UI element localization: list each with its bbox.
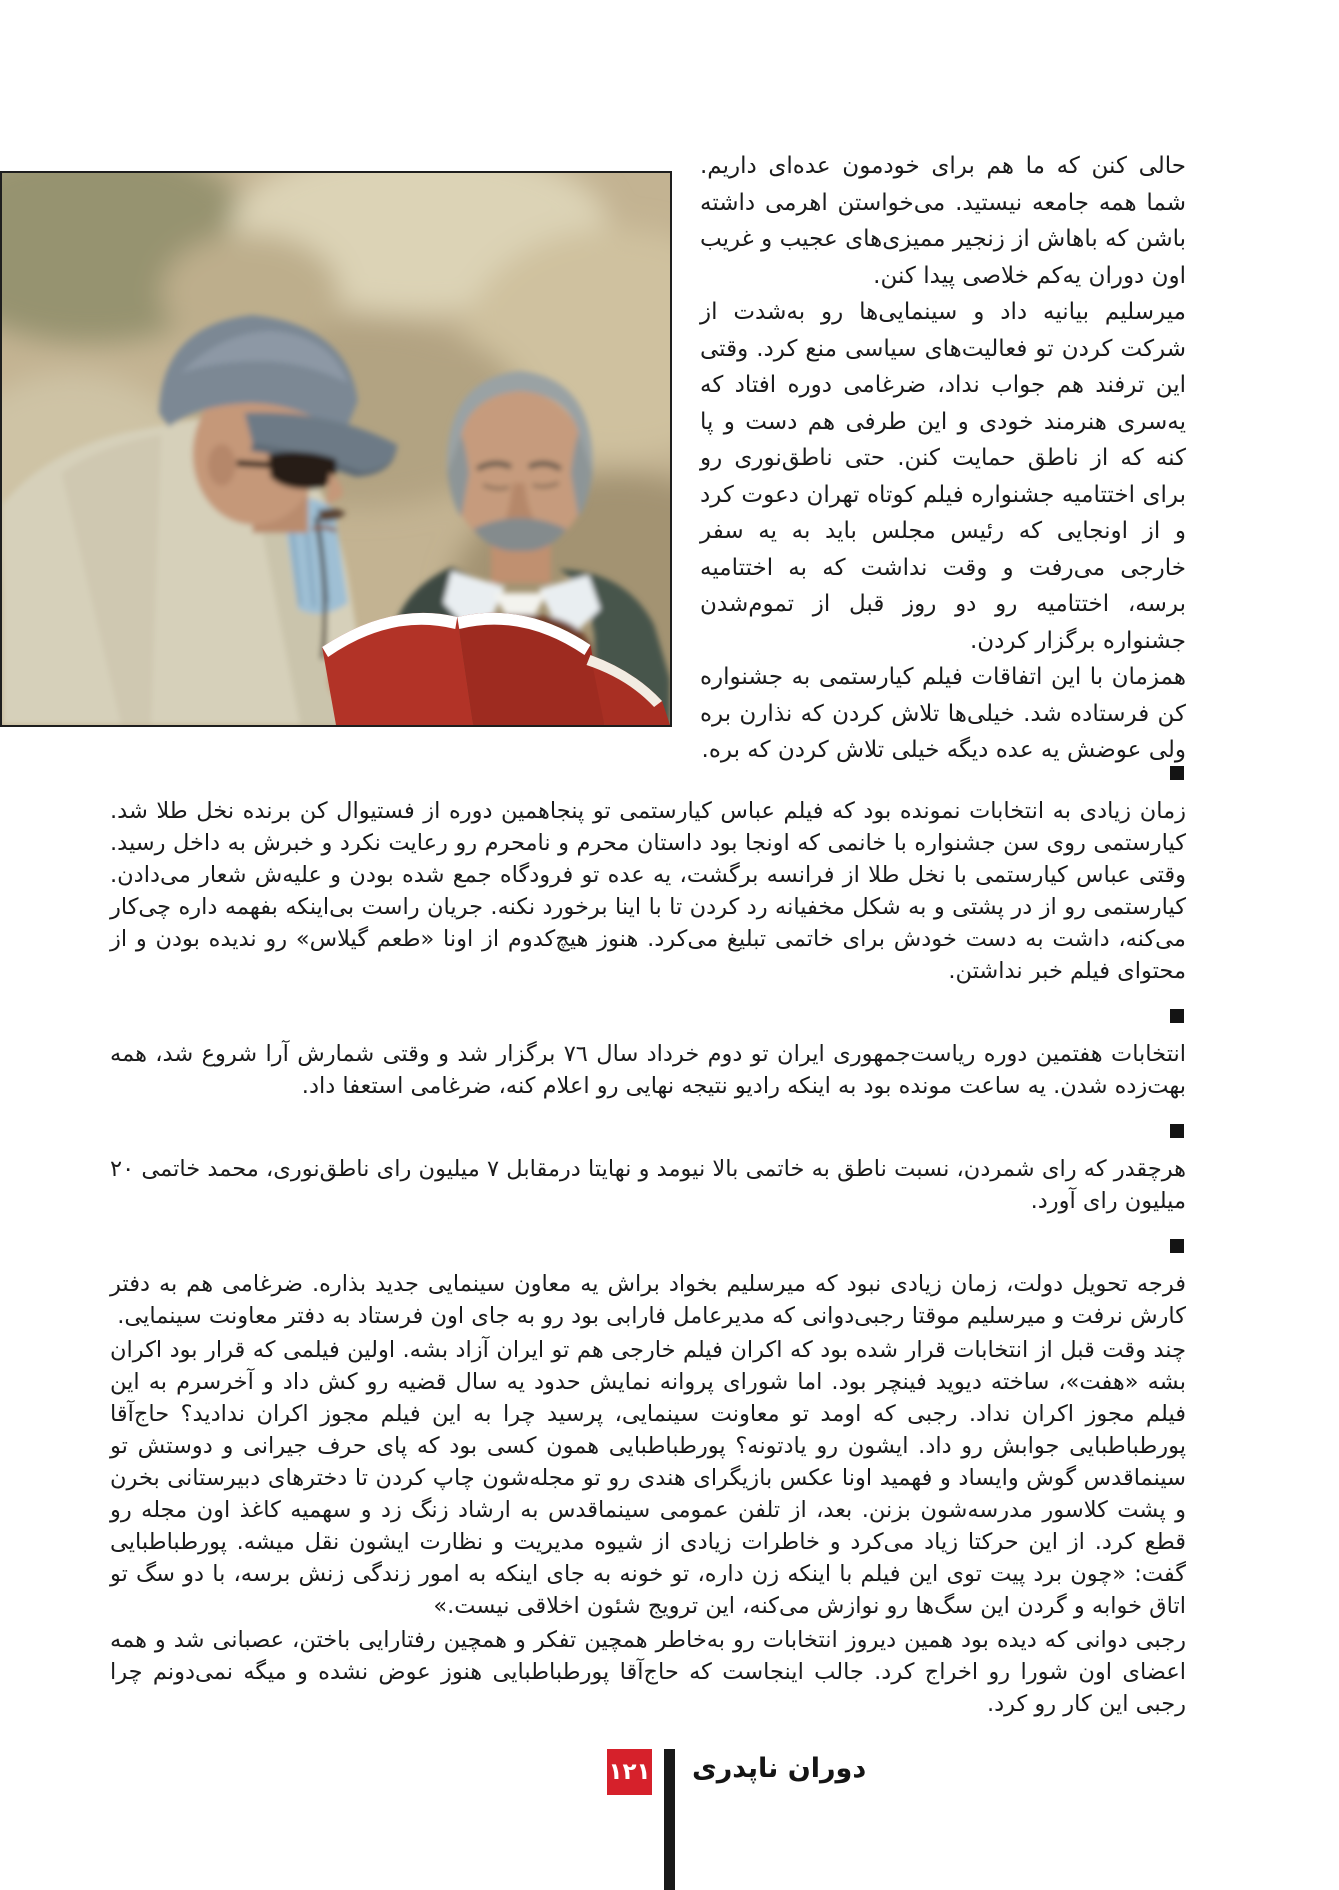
production-photo (0, 171, 672, 727)
square-bullet-icon (1170, 766, 1184, 780)
body-paragraph: فرجه تحویل دولت، زمان زیادی نبود که میرسلیم بخواد براش یه معاون سینمایی جدید بذاره. ضرغامی هم به دفتر کارش نرفت و میرسلیم موقتا رجبی‌دوانی که مدیرعامل فارابی بود رو به جای اون فرستاد به دفتر معاونت سینمایی. (110, 1271, 1186, 1329)
section-bullet-row (110, 1124, 1184, 1139)
footer-rule (664, 1749, 675, 1890)
body-paragraph: هرچقدر که رای شمردن، نسبت ناطق به خاتمی بالا نیومد و نهایتا درمقابل ٧ میلیون رای ناطق‌نوری، محمد خاتمی ٢٠ میلیون رای آورد. (110, 1156, 1187, 1214)
body-paragraph: زمان زیادی به انتخابات نمونده بود که فیلم عباس کیارستمی تو پنجاهمین دوره از فستیوال کن برنده نخل طلا شد. کیارستمی روی سن جشنواره با خانمی که اونجا بود داستان محرم و نامحرم رو رعایت نکرد و خبرش به داخل رسید. وقتی عباس کیارستمی با نخل طلا از فرانسه برگشت، یه عده تو فرودگاه جمع شده بودن و علیه‌ش شعار می‌دادن. کیارستمی رو از در پشتی و به شکل مخفیانه رد کردن تا با اینا برخورد نکنه. جریان راست بی‌اینکه بفهمه داره چی‌کار می‌کنه، داشت به دست خودش برای خاتمی تبلیغ می‌کرد. هنوز هیچ‌کدوم از اونا «طعم گیلاس» رو ندیده بودن و از محتوای فیلم خبر نداشتن. (110, 798, 1186, 984)
section-bullet-row (110, 766, 1184, 781)
intro-paragraph: میرسلیم بیانیه داد و سینمایی‌ها رو به‌شدت از شرکت کردن تو فعالیت‌های سیاسی منع کرد. وقتی این ترفند هم جواب نداد، ضرغامی دوره افتاد که یه‌سری هنرمند خودی و این طرفی هم دست و پا کنه که از ناطق حمایت کنن. حتی ناطق‌نوری رو برای اختتامیه جشنواره فیلم کوتاه تهران دعوت کرد و از اونجایی که رئیس مجلس باید به یه سفر خارجی می‌رفت و وقت نداشت که به اختتامیه برسه، اختتامیه رو دو روز قبل از تموم‌شدن جشنواره برگزار کردن. (700, 299, 1186, 654)
footer-chapter-title: دوران ناپدری (692, 1753, 867, 1784)
square-bullet-icon (1170, 1239, 1184, 1253)
square-bullet-icon (1170, 1124, 1184, 1138)
body-paragraph: چند وقت قبل از انتخابات قرار شده بود که اکران فیلم خارجی هم تو ایران آزاد بشه. اولین فیلمی که قرار بود اکران بشه «هفت»، ساخته دیوید فینچر بود. اما شورای پروانه نمایش حدود یه سال قضیه رو کش داد و آخرسرم به این فیلم مجوز اکران نداد. رجبی که اومد تو معاونت سینمایی، پرسید چرا به این فیلم مجوز اکران ندادید؟ حاج‌آقا پورطباطبایی جوابش رو داد. ایشون رو یادتونه؟ پورطباطبایی همون کسی بود که پای حرف جیرانی و دوستش تو سینماقدس گوش وایساد و فهمید اونا عکس بازیگرای هندی رو تو مجله‌شون چاپ کردن تا دخترهای دبیرستانی بخرن و پشت کلاسور مدرسه‌شون بزنن. بعد، از تلفن عمومی سینماقدس به ارشاد زنگ زد و سهمیه کاغذ اون مجله رو قطع کرد. از این حرکتا زیاد می‌کرد و خاطرات زیادی از شیوه مدیریت و نظارت ایشون نقل میشه. پورطباطبایی گفت: «چون برد پیت توی این فیلم با اینکه زن داره، تو خونه به جای اینکه به امور زندگی زنش برسه، با دو سگ تو اتاق خوابه و گردن این سگ‌ها رو نوازش می‌کنه، این ترویج شئون اخلاقی نیست.» (110, 1337, 1186, 1619)
body-paragraph: رجبی دوانی که دیده بود همین دیروز انتخابات رو به‌خاطر همچین تفکر و همچین رفتارایی باختن، عصبانی شد و همه اعضای اون شورا رو اخراج کرد. جالب اینجاست که حاج‌آقا پورطباطبایی هنوز عوض نشده و میگه نمی‌دونم چرا رجبی این کار رو کرد. (110, 1627, 1186, 1717)
photo-illustration (2, 173, 670, 725)
square-bullet-icon (1170, 1009, 1184, 1023)
page-number: ۱۲۱ (608, 1759, 651, 1785)
intro-column (700, 148, 1186, 769)
page-number-badge (607, 1749, 652, 1795)
body-text (110, 750, 1186, 1722)
body-paragraph: انتخابات هفتمین دوره ریاست‌جمهوری ایران تو دوم خرداد سال ٧٦ برگزار شد و وقتی شمارش آرا شروع شد، همه بهت‌زده شدن. یه ساعت مونده بود به اینکه رادیو نتیجه نهایی رو اعلام کنه، ضرغامی استعفا داد. (110, 1041, 1186, 1099)
section-bullet-row (110, 1239, 1184, 1254)
intro-paragraph: حالی کنن که ما هم برای خودمون عده‌ای داریم. شما همه جامعه نیستید. می‌خواستن اهرمی داشته باشن که باهاش از زنجیر ممیزی‌های عجیب و غریب اون دوران یه‌کم خلاصی پیدا کنن. (700, 153, 1186, 289)
section-bullet-row (110, 1009, 1184, 1024)
intro-paragraph: همزمان با این اتفاقات فیلم کیارستمی به جشنواره کن فرستاده شد. خیلی‌ها تلاش کردن که نذارن بره ولی عوضش یه عده دیگه خیلی تلاش کردن که بره. (700, 664, 1186, 763)
